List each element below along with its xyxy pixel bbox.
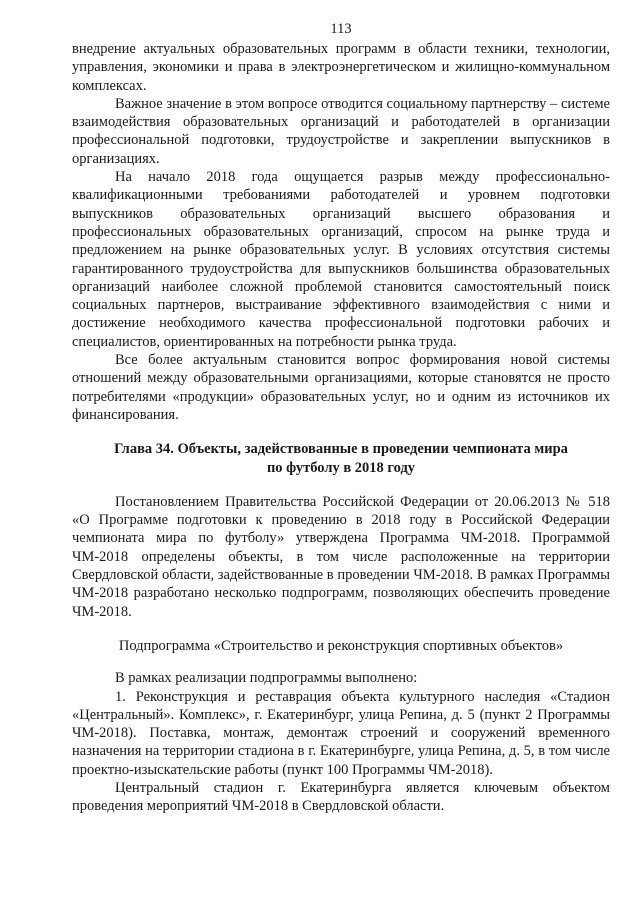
- paragraph-implementation: В рамках реализации подпрограммы выполнено:: [115, 670, 418, 687]
- paragraph-resolution: Постановлением Правительства Российской Федерации от 20.06.2013 № 518 «О Программе подготовки к проведению в 2018 году в Российской Федерации чемпионата мира по футболу» утверждена Программа ЧМ-2018. Программой ЧМ-2018 определены объекты, в том числе расположенные на территории Свердловской области, задействованные в проведении ЧМ-2018. В рамках Программы ЧМ-2018 разработано несколько подпрограмм, позволяющих обеспечить проведение ЧМ-2018.: [72, 493, 610, 620]
- spacer: [72, 621, 610, 637]
- chapter-title: [72, 440, 610, 477]
- paragraph-central-stadium: Центральный стадион г. Екатеринбурга является ключевым объектом проведения мероприятий ЧМ-2018 в Свердловской области.: [72, 779, 610, 815]
- spacer: [72, 477, 610, 493]
- subprogram-title: Подпрограмма «Строительство и реконструкция спортивных объектов»: [118, 637, 564, 654]
- chapter-title-line1: Глава 34. Объекты, задействованные в проведении чемпионата мира: [114, 441, 568, 458]
- paragraph-gap-2018: На начало 2018 года ощущается разрыв между профессионально-квалификационными требованиями работодателей и уровнем подготовки выпускников образовательных организаций высшего образования и профессиональных образовательных организаций, спросом на рынке труда и предложением на рынке образовательных услуг. В условиях отсутствия системы гарантированного трудоустройства для выпускников большинства образовательных организаций наиболее сложной проблемой становится самостоятельный поиск социальных партнеров, выстраивание эффективного взаимодействия с ними и достижение необходимого качества профессиональной подготовки рабочих и специалистов, ориентированных на потребности рынка труда.: [72, 169, 610, 350]
- spacer: [72, 655, 610, 669]
- page-number: 113: [330, 21, 352, 37]
- document-page: [72, 20, 610, 816]
- paragraph-continuation: внедрение актуальных образовательных программ в области техники, технологии, управления, экономики и права в электроэнергетическом и жилищно-коммунальном комплексах.: [72, 41, 610, 94]
- spacer: [72, 424, 610, 440]
- paragraph-social-partnership: Важное значение в этом вопросе отводится социальному партнерству – системе взаимодействия образовательных организаций и работодателей в организации профессиональной подготовки, трудоустройстве и закреплении выпускников в организациях.: [72, 95, 610, 167]
- paragraph-item-1: 1. Реконструкция и реставрация объекта культурного наследия «Стадион «Центральный». Комплекс», г. Екатеринбург, улица Репина, д. 5 (пункт 2 Программы ЧМ-2018). Поставка, монтаж, демонтаж строений и сооружений временного назначения на территории стадиона в г. Екатеринбурге, улица Репина, д. 5, в том числе проектно-изыскательские работы (пункт 100 Программы ЧМ-2018).: [72, 688, 610, 778]
- chapter-title-line2: по футболу в 2018 году: [266, 459, 416, 476]
- paragraph-new-system: Все более актуальным становится вопрос формирования новой системы отношений между образовательными организациями, которые становятся не просто потребителями «продукции» образовательных услуг, но и одним из источников их финансирования.: [72, 352, 610, 423]
